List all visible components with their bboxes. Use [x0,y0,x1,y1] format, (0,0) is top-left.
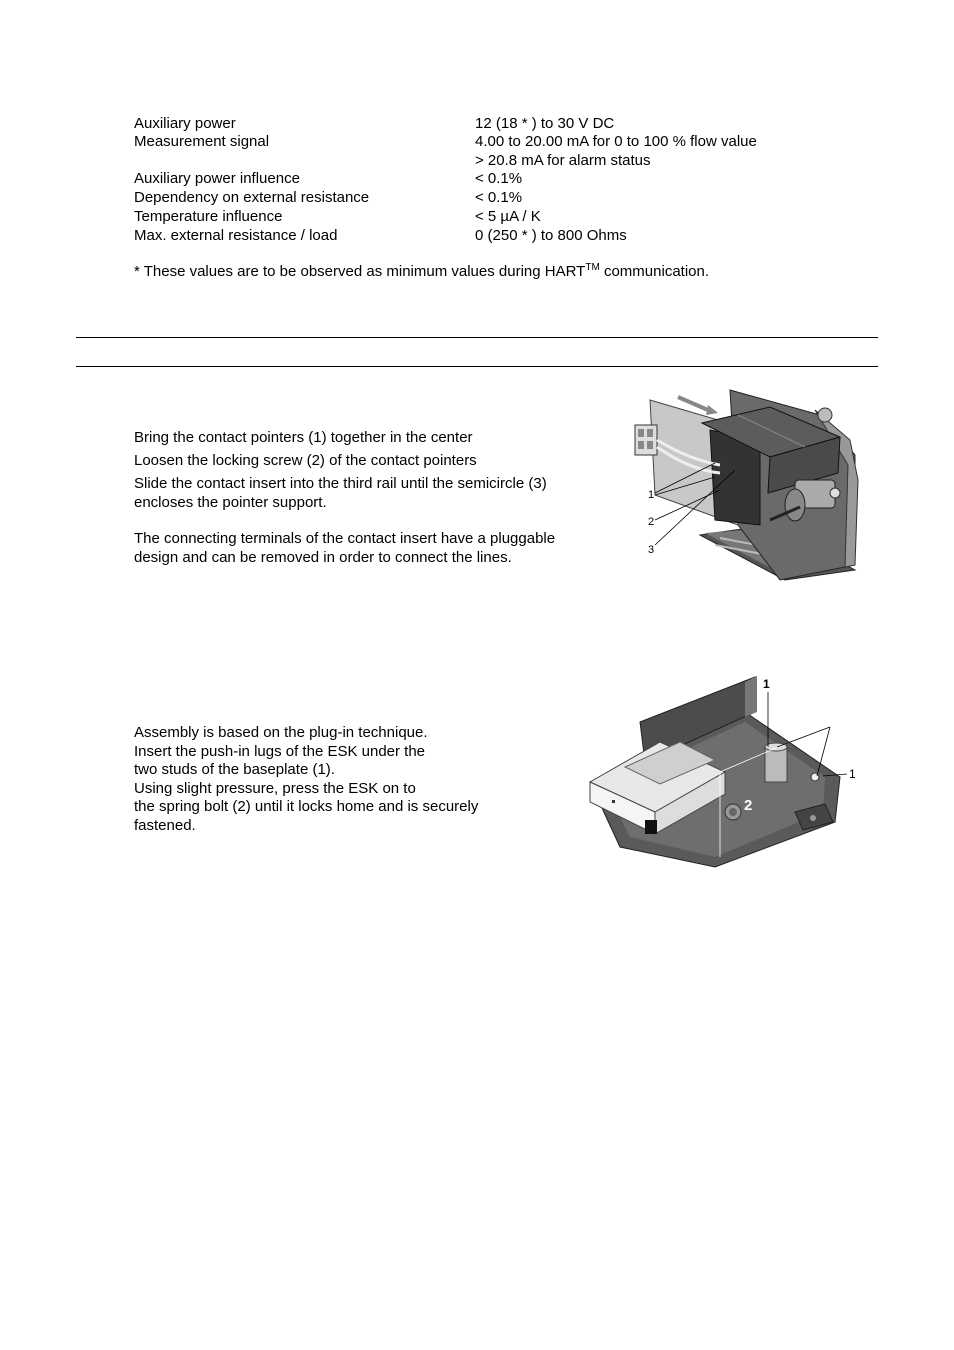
spec-value: < 5 µA / K [475,208,541,225]
instruction-step: Slide the contact insert into the third rail until the semicircle (3) [134,475,547,492]
assembly-line: two studs of the baseplate (1). [134,761,335,778]
spec-row-auxiliary-power [134,114,834,133]
instruction-step-continued: encloses the pointer support. [134,494,327,511]
spec-value: > 20.8 mA for alarm status [475,152,651,169]
assembly-line: Using slight pressure, press the ESK on to [134,780,416,797]
assembly-line: Assembly is based on the plug-in technique. [134,724,428,741]
callout-label-1: 1 [648,489,655,501]
spec-value: 4.00 to 20.00 mA for 0 to 100 % flow value [475,133,757,150]
contact-insert-figure [620,385,870,590]
spec-label: Measurement signal [134,133,270,150]
callout-label-1-top: 1 [763,677,770,691]
spec-value: < 0.1% [475,170,523,187]
footnote-text-end: communication. [599,263,710,280]
callout-label-3: 3 [648,544,655,556]
trademark-superscript: TM [585,262,600,273]
spec-value: 12 (18 * ) to 30 V DC [475,115,615,132]
section-divider-bottom [76,366,878,367]
spec-row-max-load [134,226,834,245]
spec-row-external-resistance [134,188,834,207]
callout-label-1-right: 1 [849,767,856,781]
spec-label: Temperature influence [134,208,283,225]
esk-assembly-figure [585,672,865,872]
instruction-note: The connecting terminals of the contact insert have a pluggable [134,530,556,547]
spec-row-alarm-status [134,151,834,170]
spec-label: Max. external resistance / load [134,227,338,244]
callout-label-2: 2 [648,516,655,528]
spec-row-auxiliary-power-influence [134,169,834,188]
spec-row-measurement-signal [134,132,834,151]
assembly-line: fastened. [134,817,196,834]
spec-label: Auxiliary power [134,115,236,132]
callout-label-2: 2 [744,797,753,814]
section-divider-top [76,337,878,338]
spec-label: Auxiliary power influence [134,170,300,187]
spec-footnote [134,262,709,281]
instruction-step: Bring the contact pointers (1) together in the center [134,429,473,446]
spec-value: < 0.1% [475,189,523,206]
assembly-line: Insert the push-in lugs of the ESK under the [134,743,426,760]
assembly-line: the spring bolt (2) until it locks home and is securely [134,798,479,815]
instruction-note-continued: design and can be removed in order to connect the lines. [134,549,512,566]
footnote-text: * These values are to be observed as minimum values during HART [134,263,586,280]
spec-row-temperature-influence [134,207,834,226]
spec-label: Dependency on external resistance [134,189,370,206]
spec-value: 0 (250 * ) to 800 Ohms [475,227,627,244]
instruction-step: Loosen the locking screw (2) of the contact pointers [134,452,477,469]
